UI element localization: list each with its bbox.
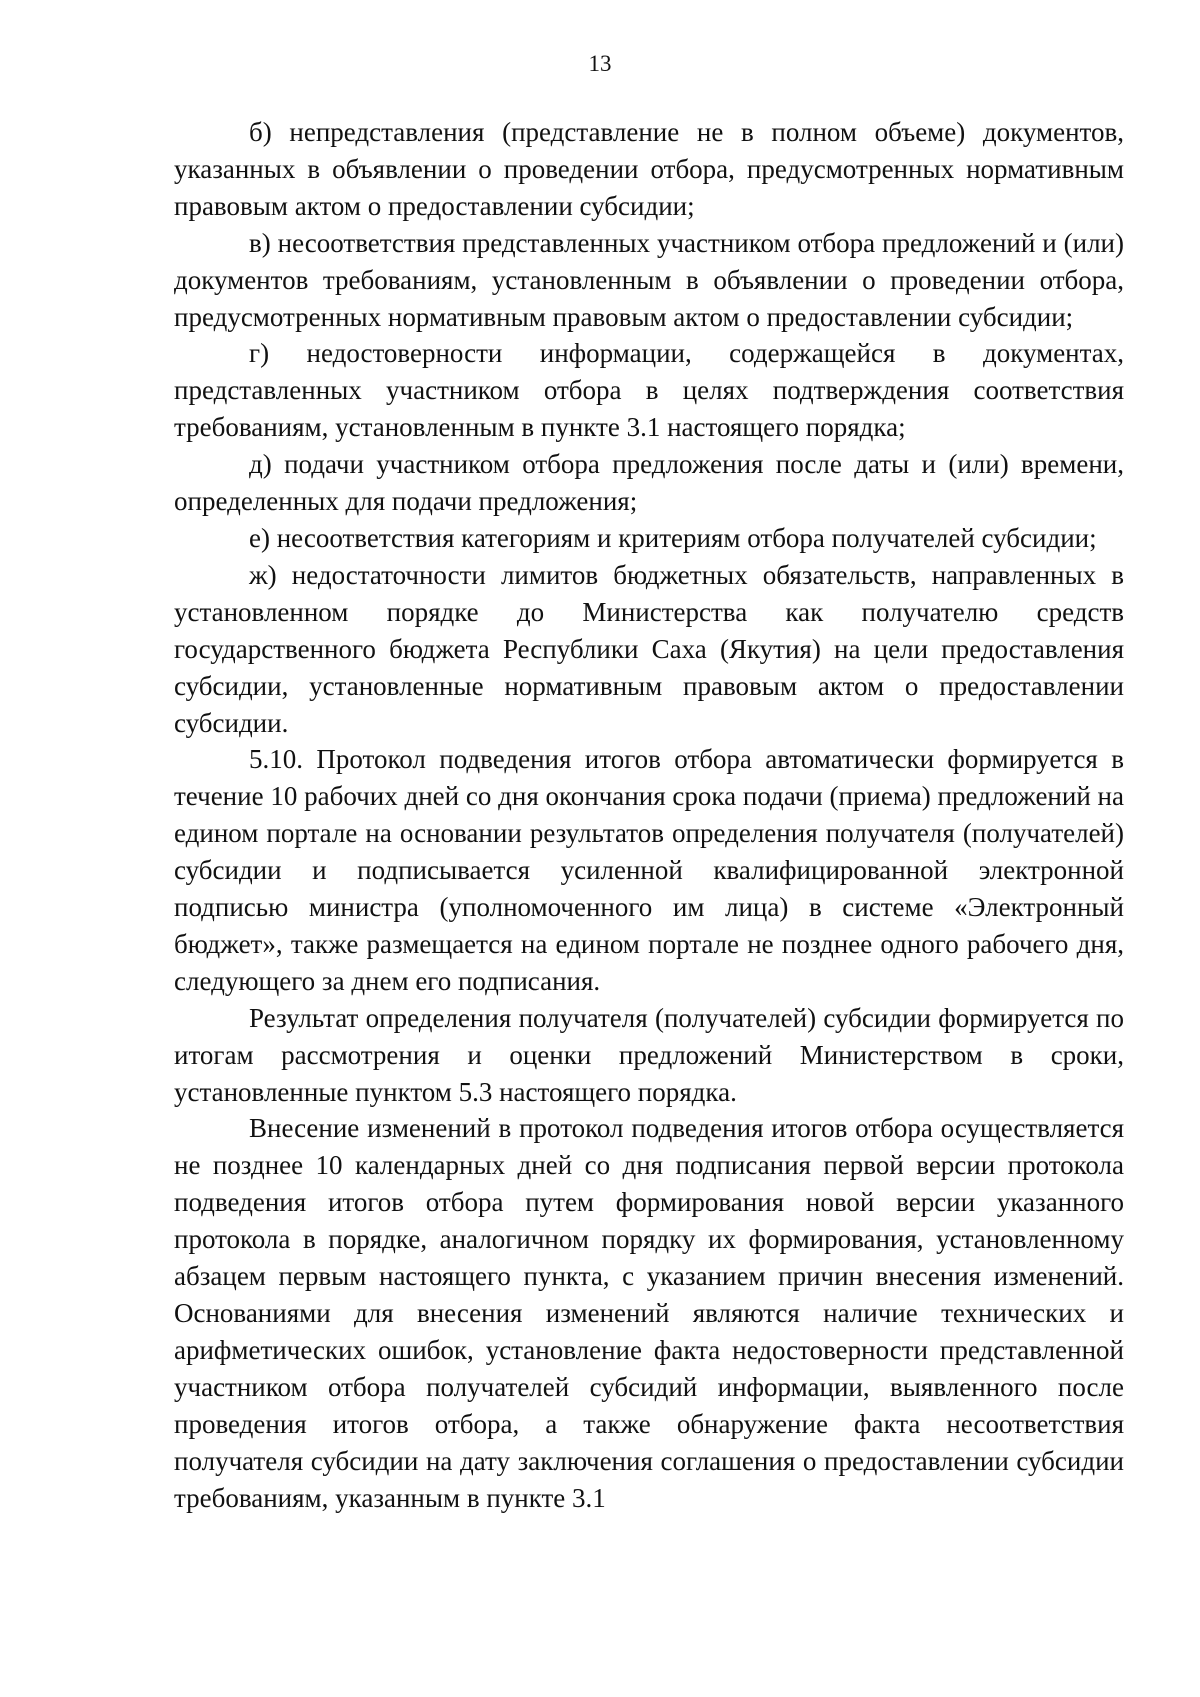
- paragraph-zh: ж) недостаточности лимитов бюджетных обязательств, направленных в установленном порядке до Министерства как получателю средств государственного бюджета Республики Саха (Якутия) на цели предоставления субсидии, установленные нормативным правовым актом о предоставлении субсидии.: [174, 559, 1124, 738]
- page-number: 13: [588, 51, 612, 76]
- paragraph-g: г) недостоверности информации, содержащейся в документах, представленных участником отбора в целях подтверждения соответствия требованиям, установленным в пункте 3.1 настоящего порядка;: [174, 338, 1124, 443]
- paragraph-b: б) непредставления (представление не в полном объеме) документов, указанных в объявлении о проведении отбора, предусмотренных нормативным правовым актом о предоставлении субсидии;: [174, 117, 1124, 221]
- body-text: [174, 114, 1124, 1516]
- paragraph-result: Результат определения получателя (получателей) субсидии формируется по итогам рассмотрения и оценки предложений Министерством в сроки, установленные пунктом 5.3 настоящего порядка.: [174, 1002, 1124, 1107]
- paragraph-v: в) несоответствия представленных участником отбора предложений и (или) документов требованиям, установленным в объявлении о проведении отбора, предусмотренных нормативным правовым актом о предоставлении субсидии;: [174, 227, 1124, 332]
- paragraph-e: е) несоответствия категориям и критериям отбора получателей субсидии;: [249, 522, 1097, 553]
- paragraph-d: д) подачи участником отбора предложения после даты и (или) времени, определенных для подачи предложения;: [174, 449, 1124, 517]
- paragraph-changes: Внесение изменений в протокол подведения итогов отбора осуществляется не позднее 10 календарных дней со дня подписания первой версии протокола подведения итогов отбора путем формирования новой версии указанного протокола в порядке, аналогичном порядку их формирования, установленному абзацем первым настоящего пункта, с указанием причин внесения изменений. Основаниями для внесения изменений являются наличие технических и арифметических ошибок, установление факта недостоверности представленной участником отбора получателей субсидий информации, выявленного после проведения итогов отбора, а также обнаружение факта несоответствия получателя субсидии на дату заключения соглашения о предоставлении субсидии требованиям, указанным в пункте 3.1: [174, 1113, 1124, 1513]
- paragraph-5-10: 5.10. Протокол подведения итогов отбора автоматически формируется в течение 10 рабочих дней со дня окончания срока подачи (приема) предложений на едином портале на основании результатов определения получателя (получателей) субсидии и подписывается усиленной квалифицированной электронной подписью министра (уполномоченного им лица) в системе «Электронный бюджет», также размещается на едином портале не позднее одного рабочего дня, следующего за днем его подписания.: [174, 744, 1124, 996]
